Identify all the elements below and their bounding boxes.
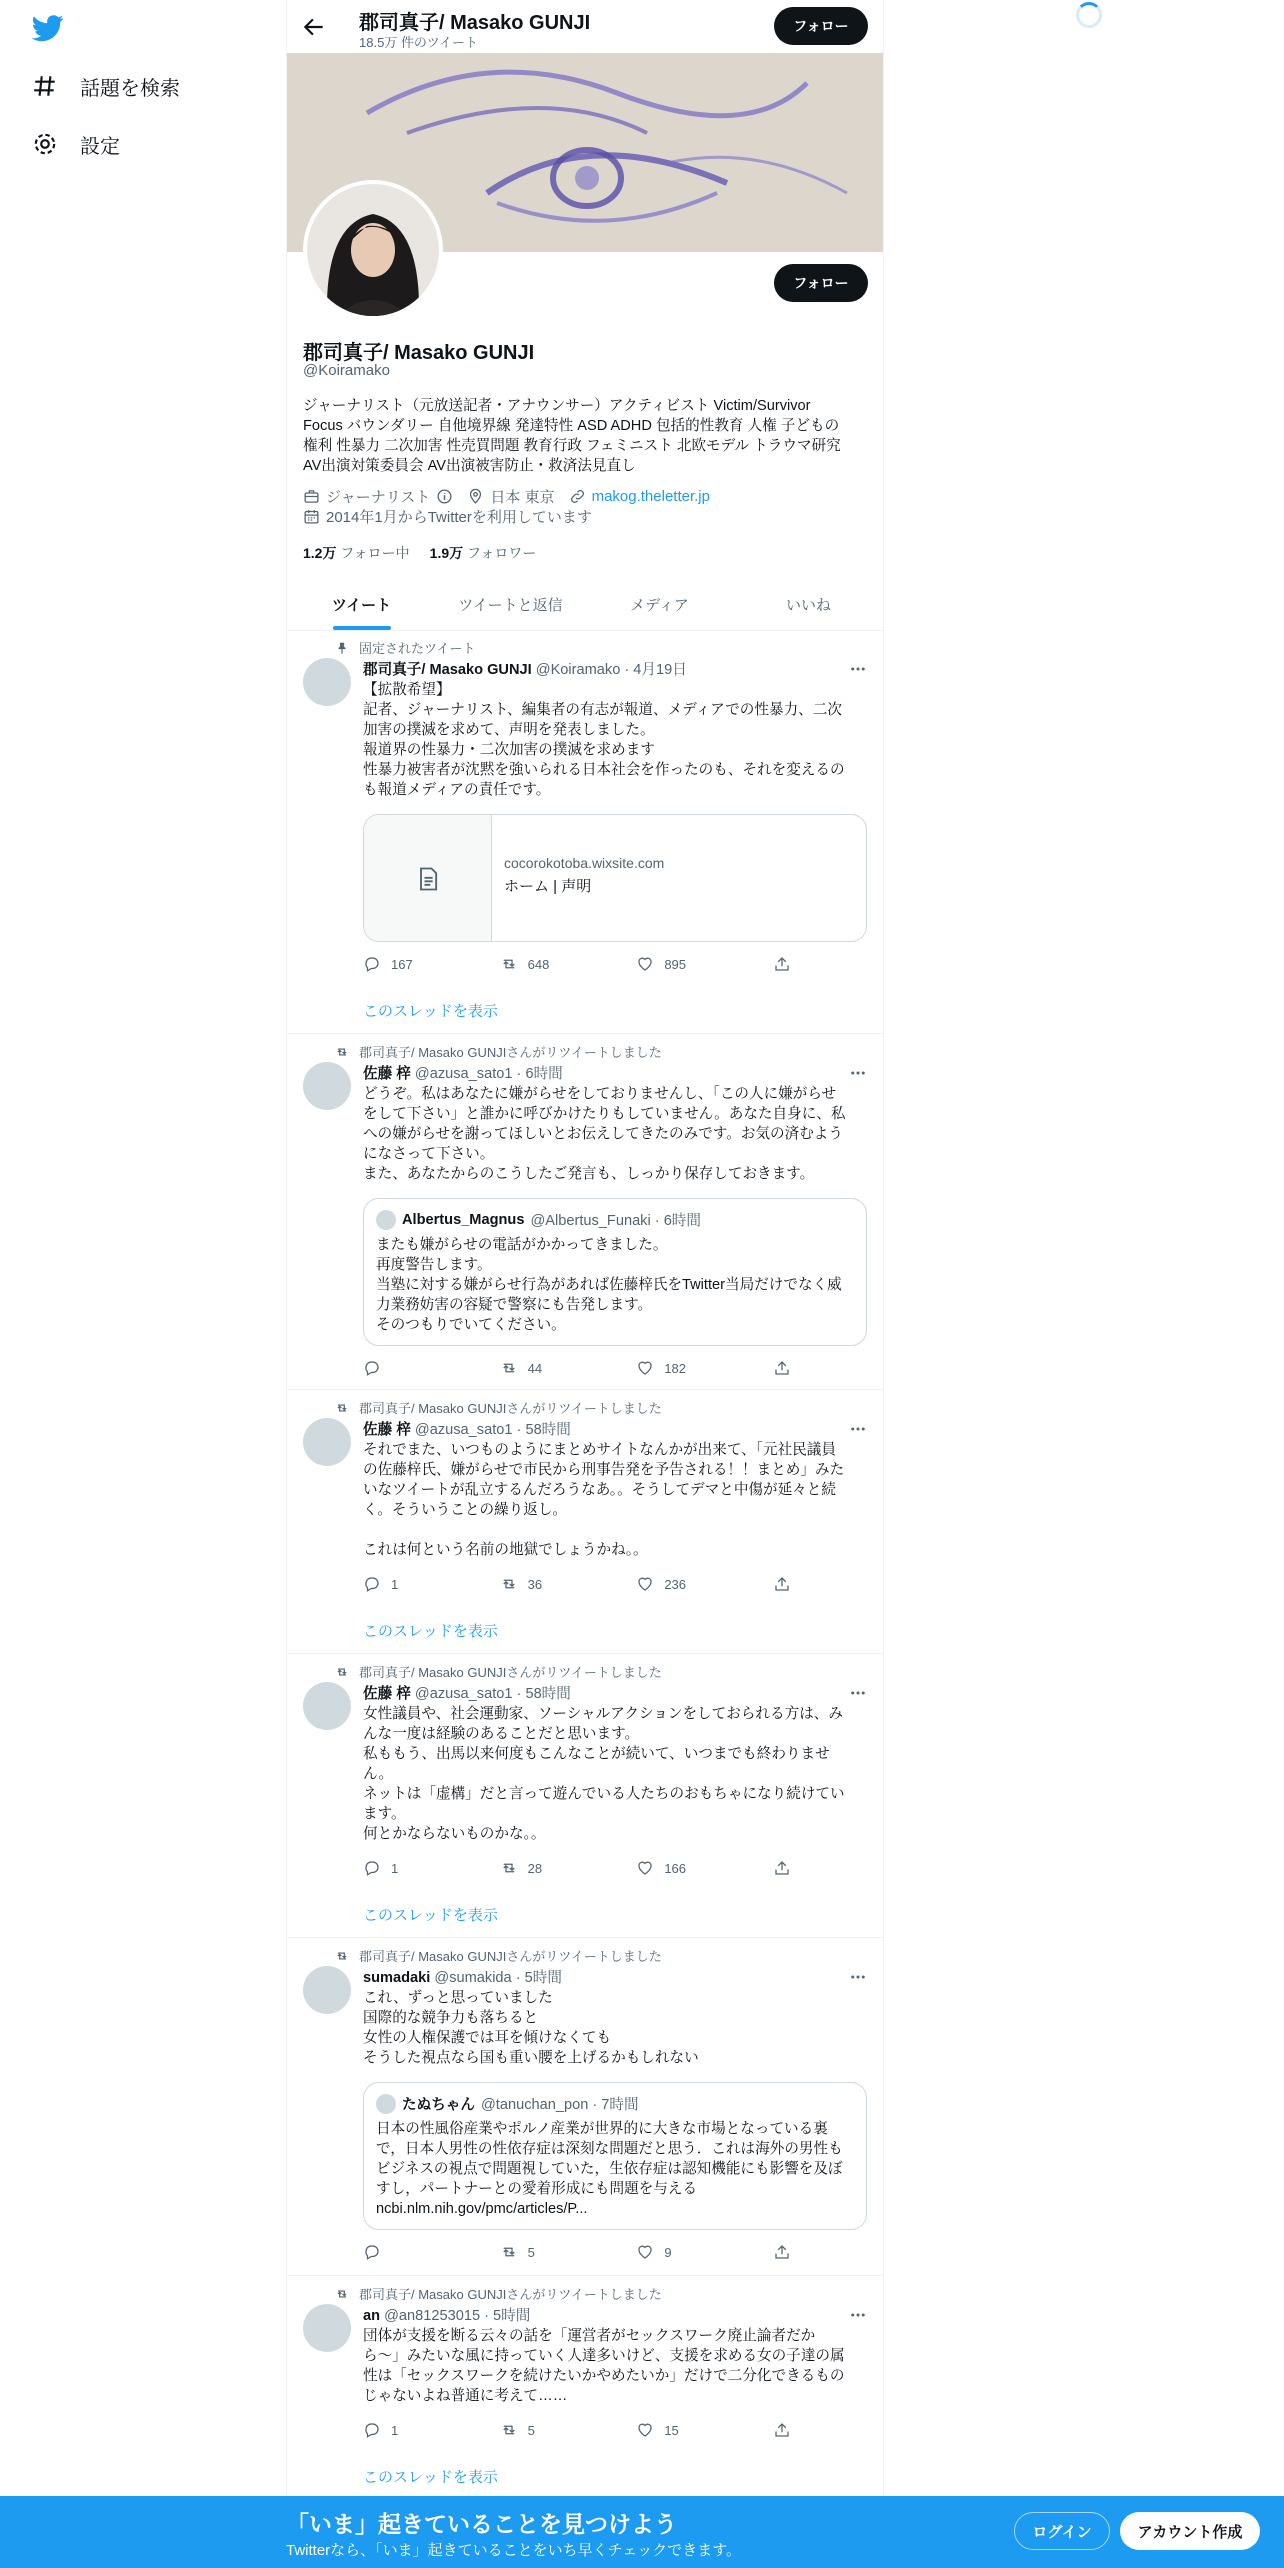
tab-media[interactable]: メディア [630, 596, 689, 614]
tweet-meta: @an81253015 · 5時間 [384, 2308, 531, 2324]
tweet-author-name[interactable]: 佐藤 梓 [363, 1422, 411, 1438]
profile-tabs [287, 578, 883, 631]
reply-button[interactable] [363, 1358, 463, 1378]
share-icon [773, 1859, 791, 1877]
tweet-retweeted[interactable] [287, 1938, 883, 2276]
profile-category: ジャーナリスト [326, 489, 431, 506]
tweet-author-name[interactable]: an [363, 2308, 381, 2324]
followers-count: 1.9万 [429, 545, 464, 561]
retweet-button[interactable] [500, 2420, 600, 2440]
tweet-social-text: 固定されたツイート [359, 641, 476, 656]
retweet-count: 5 [527, 2422, 535, 2438]
more-icon[interactable] [849, 660, 867, 678]
followers-stat[interactable] [430, 543, 537, 563]
retweet-small-icon [335, 1045, 349, 1059]
reply-icon [363, 1575, 381, 1593]
tweet-header [363, 1682, 571, 1703]
tweet-text: それでまた、いつものようにまとめサイトなんかが出来て、「元社民議員 の佐藤梓氏、嫌がらせで市民から刑事告発を予告される！！まとめ」みた いなツイートが乱立するんだろうなあ。。そうしてデマと中傷が延々と続 く。そういうことの繰り返し。 これは何という名前の地獄でしょうかね。。 [363, 1442, 845, 1558]
link-icon [569, 488, 586, 505]
retweet-small-icon [335, 1665, 349, 1679]
retweet-count: 648 [527, 956, 550, 972]
heart-icon [636, 1359, 654, 1377]
more-icon[interactable] [849, 1420, 867, 1438]
quote-meta: @tanuchan_pon · 7時間 [480, 2097, 639, 2113]
retweet-count: 5 [527, 2244, 535, 2260]
tweet-avatar[interactable] [303, 658, 351, 706]
avatar-image [307, 184, 439, 316]
profile-stats [303, 543, 536, 563]
pin-icon [335, 641, 349, 655]
profile-joined-row [303, 506, 592, 527]
twitter-logo-icon[interactable] [32, 12, 64, 44]
quote-header [376, 1209, 701, 1230]
tweet-actions [363, 2242, 793, 2262]
signup-prompt-subtitle: Twitterなら、「いま」起きていることをいち早くチェックできます。 [286, 2542, 742, 2559]
tweet-header [363, 1062, 563, 1083]
heart-icon [636, 955, 654, 973]
like-button[interactable] [636, 954, 736, 974]
reply-count: 1 [391, 2422, 399, 2438]
retweet-small-icon [335, 1401, 349, 1415]
reply-icon [363, 955, 381, 973]
tweet-meta: @azusa_sato1 · 58時間 [414, 1686, 571, 1702]
share-button[interactable] [773, 2420, 793, 2440]
retweet-count: 36 [527, 1576, 543, 1592]
tweet-meta: @Koiramako · 4月19日 [535, 662, 687, 678]
like-count: 166 [664, 1860, 687, 1876]
tweet-meta: @azusa_sato1 · 6時間 [414, 1066, 563, 1082]
tweet-text: 女性議員や、社会運動家、ソーシャルアクションをしておられる方は、み んな一度は経験のあることだと思います。 私ももう、出馬以来何度もこんなことが続いて、いつまでも終わりませ ん。 ネットは「虚構」だと言って遊んでいる人たちのおもちゃになり続けてい ます。 何とかならないものかな。。 [363, 1706, 845, 1842]
profile-bio: ジャーナリスト（元放送記者・アナウンサー）アクティビスト Victim/Survivor Focus バウンダリー 自他境界線 発達特性 ASD ADHD 包括的性教育 人権 子どもの 権利 性暴力 二次加害 性売買問題 教育行政 フェミニスト 北欧モデル トラウマ研究 AV出演対策委員会 AV出演被害防止・救済法見直し [303, 398, 841, 474]
tweet-text: 【拡散希望】 記者、ジャーナリスト、編集者の有志が報道、メディアでの性暴力、二次 加害の撲滅を求めて、声明を発表しました。 報道界の性暴力・二次加害の撲滅を求めます 性暴力被害者が沈黙を強いられる日本社会を作ったのも、それを変えるの も報道メディアの責任です。 [363, 682, 845, 798]
header-follow-button[interactable]: フォロー [774, 7, 868, 45]
quote-header [376, 2093, 639, 2114]
share-button[interactable] [773, 1858, 793, 1878]
quote-avatar [376, 2094, 396, 2114]
profile-follow-button[interactable]: フォロー [774, 264, 868, 302]
tweet-header [363, 2304, 530, 2325]
reply-count: 167 [391, 956, 413, 972]
heart-icon [636, 2243, 654, 2261]
left-navigation [0, 0, 286, 2568]
more-icon[interactable] [849, 2306, 867, 2324]
reply-icon [363, 2421, 381, 2439]
show-thread-link[interactable]: このスレッドを表示 [363, 1623, 498, 1640]
tweet-retweeted[interactable] [287, 2276, 883, 2496]
tweet-author-name[interactable]: 佐藤 梓 [363, 1686, 411, 1702]
tweet-avatar[interactable] [303, 1062, 351, 1110]
quote-text: またも嫌がらせの電話がかかってきました。 再度警告します。 当塾に対する嫌がらせ行為があれば佐藤梓氏をTwitter当局だけでなく威 力業務妨害の容疑で警察にも告発します。 そのつもりでいてください。 [376, 1237, 842, 1333]
quoted-tweet[interactable] [363, 1198, 867, 1346]
reply-icon [363, 2243, 381, 2261]
tweet-header [363, 658, 687, 679]
tweet-header [363, 1418, 571, 1439]
tab-tweets-and-replies[interactable]: ツイートと返信 [458, 596, 563, 614]
header-name: 郡司真子/ Masako GUNJI [359, 12, 591, 34]
profile-avatar[interactable] [303, 180, 443, 320]
profile-header-bar [287, 0, 883, 53]
heart-icon [636, 1859, 654, 1877]
nav-explore-label: 話題を検索 [80, 77, 180, 100]
tweet-pinned[interactable] [287, 632, 883, 1034]
retweet-icon [500, 2421, 518, 2439]
profile-location: 日本 東京 [490, 489, 555, 506]
retweet-icon [500, 1575, 518, 1593]
quoted-tweet[interactable] [363, 2082, 867, 2230]
tweet-social-context [335, 2284, 662, 2303]
tweet-social-text: 郡司真子/ Masako GUNJIさんがリツイートしました [359, 1045, 662, 1060]
tweet-avatar[interactable] [303, 2304, 351, 2352]
tweet-avatar[interactable] [303, 1682, 351, 1730]
reply-icon [363, 1359, 381, 1377]
like-button[interactable] [636, 1574, 736, 1594]
following-label: フォロー中 [340, 545, 410, 561]
tweet-retweeted[interactable] [287, 1654, 883, 1938]
tweet-actions [363, 2420, 793, 2440]
retweet-button[interactable] [500, 1358, 600, 1378]
tweet-author-name[interactable]: sumadaki [363, 1970, 431, 1986]
profile-name: 郡司真子/ Masako GUNJI [303, 342, 535, 364]
tweet-social-context [335, 1398, 662, 1417]
reply-count: 1 [391, 1860, 399, 1876]
location-pin-icon [467, 488, 484, 505]
show-thread-link[interactable]: このスレッドを表示 [363, 1907, 498, 1924]
followers-label: フォロワー [467, 545, 537, 561]
share-button[interactable] [773, 954, 793, 974]
tweet-social-text: 郡司真子/ Masako GUNJIさんがリツイートしました [359, 2287, 662, 2302]
share-button[interactable] [773, 1574, 793, 1594]
main-column [286, 0, 884, 2568]
quote-avatar [376, 1210, 396, 1230]
link-card[interactable] [363, 814, 867, 942]
quote-text: 日本の性風俗産業やポルノ産業が世界的に大きな市場となっている裏 で，日本人男性の性依存症は深刻な問題だと思う．これは海外の男性も ビジネスの視点で問題視していた，生依存症は認知機能にも影響を及ぼ すし，パートナーとの愛着形成にも問題を与える ncbi.nlm.nih.gov/pmc/articles/P... [376, 2121, 843, 2217]
share-icon [773, 955, 791, 973]
signup-button[interactable]: アカウント作成 [1120, 2512, 1260, 2550]
loading-spinner-icon [1076, 2, 1102, 28]
show-thread-link[interactable]: このスレッドを表示 [363, 2469, 498, 2486]
following-stat[interactable] [303, 543, 410, 563]
following-count: 1.2万 [303, 545, 337, 561]
tweet-actions [363, 1358, 793, 1378]
tab-likes[interactable]: いいね [785, 596, 831, 614]
profile-website-link[interactable]: makog.theletter.jp [591, 488, 710, 505]
nav-explore[interactable] [32, 66, 180, 106]
quote-meta: @Albertus_Funaki · 6時間 [530, 1213, 701, 1229]
retweet-icon [500, 955, 518, 973]
header-tweet-count: 18.5万 件のツイート [359, 35, 479, 50]
like-count: 236 [664, 1576, 687, 1592]
like-count: 182 [664, 1360, 687, 1376]
tweet-author-name[interactable]: 佐藤 梓 [363, 1066, 411, 1082]
retweet-button[interactable] [500, 954, 600, 974]
document-icon [414, 865, 442, 893]
tweet-retweeted[interactable] [287, 1390, 883, 1654]
tweet-social-context [335, 1946, 662, 1965]
tweet-actions [363, 954, 793, 974]
more-icon[interactable] [849, 1064, 867, 1082]
signup-prompt-bar [0, 2496, 1284, 2568]
show-thread-link[interactable]: このスレッドを表示 [363, 1003, 498, 1020]
reply-button[interactable] [363, 1574, 463, 1594]
more-icon[interactable] [849, 1968, 867, 1986]
signup-prompt-title: 「いま」起きていることを見つけよう [286, 2511, 677, 2537]
tweet-text: これ、ずっと思っていました 国際的な競争力も落ちると 女性の人権保護では耳を傾けなくても そうした視点なら国も重い腰を上げるかもしれない [363, 1990, 699, 2066]
profile-joined: 2014年1月からTwitterを利用しています [326, 509, 592, 526]
like-count: 9 [664, 2244, 672, 2260]
quote-author-name: たぬちゃん [402, 2097, 475, 2113]
reply-button[interactable] [363, 954, 463, 974]
like-button[interactable] [636, 2242, 736, 2262]
retweet-small-icon [335, 2287, 349, 2301]
gear-icon [32, 131, 58, 157]
profile-handle: @Koiramako [303, 362, 390, 379]
retweet-icon [500, 1359, 518, 1377]
heart-icon [636, 1575, 654, 1593]
tweet-meta: @azusa_sato1 · 58時間 [414, 1422, 571, 1438]
tweet-retweeted[interactable] [287, 1034, 883, 1390]
tweet-avatar[interactable] [303, 1418, 351, 1466]
profile-meta-row [303, 486, 710, 507]
retweet-count: 28 [527, 1860, 543, 1876]
info-icon[interactable] [436, 488, 453, 505]
tweet-meta: @sumakida · 5時間 [434, 1970, 562, 1986]
tweet-header [363, 1966, 562, 1987]
like-button[interactable] [636, 2420, 736, 2440]
card-title: ホーム | 声明 [504, 878, 592, 895]
share-icon [773, 1575, 791, 1593]
share-icon [773, 1359, 791, 1377]
tweet-author-name[interactable]: 郡司真子/ Masako GUNJI [363, 662, 532, 678]
tweet-text: 団体が支援を断る云々の話を「運営者がセックスワーク廃止論者だか ら〜」みたいな風に持っていく人達多いけど、支援を求める女の子達の属 性は「セックスワークを続けたいかやめたいか」だけで二分化できるもの じゃないよね普通に考えて…… [363, 2328, 845, 2404]
like-count: 15 [664, 2422, 679, 2438]
reply-button[interactable] [363, 2242, 463, 2262]
reply-button[interactable] [363, 2420, 463, 2440]
share-button[interactable] [773, 1358, 793, 1378]
tweet-actions [363, 1574, 793, 1594]
tab-tweets[interactable]: ツイート [287, 578, 436, 630]
heart-icon [636, 2421, 654, 2439]
tweet-social-context [335, 1662, 662, 1681]
back-arrow-icon[interactable] [301, 14, 327, 40]
share-icon [773, 2421, 791, 2439]
more-icon[interactable] [849, 1684, 867, 1702]
retweet-icon [500, 2243, 518, 2261]
retweet-button[interactable] [500, 1858, 600, 1878]
like-button[interactable] [636, 1358, 736, 1378]
share-icon [773, 2243, 791, 2261]
reply-count: 1 [391, 1576, 399, 1592]
login-button[interactable]: ログイン [1014, 2512, 1110, 2550]
retweet-button[interactable] [500, 1574, 600, 1594]
retweet-small-icon [335, 1949, 349, 1963]
share-button[interactable] [773, 2242, 793, 2262]
calendar-icon [303, 508, 320, 525]
tweet-social-text: 郡司真子/ Masako GUNJIさんがリツイートしました [359, 1665, 662, 1680]
like-count: 895 [664, 956, 687, 972]
briefcase-icon [303, 488, 320, 505]
card-thumbnail [364, 815, 492, 942]
quote-author-name: Albertus_Magnus [402, 1211, 525, 1228]
tweet-actions [363, 1858, 793, 1878]
tweet-avatar[interactable] [303, 1966, 351, 2014]
reply-icon [363, 1859, 381, 1877]
like-button[interactable] [636, 1858, 736, 1878]
tweet-social-context [335, 1042, 662, 1061]
tweet-social-context [335, 638, 475, 657]
retweet-count: 44 [527, 1360, 543, 1376]
retweet-button[interactable] [500, 2242, 600, 2262]
hashtag-icon [32, 73, 58, 99]
reply-button[interactable] [363, 1858, 463, 1878]
tweet-text: どうぞ。私はあなたに嫌がらせをしておりませんし、「この人に嫌がらせ をして下さい」と誰かに呼びかけたりもしていません。あなた自身に、私 への嫌がらせを謝ってほしいとお伝えしてきたのみです。お気の済むよう になさって下さい。 また、あなたからのこうしたご発言も、しっかり保存しておきます。 [363, 1086, 846, 1182]
retweet-icon [500, 1859, 518, 1877]
nav-settings[interactable] [32, 124, 120, 164]
card-domain: cocorokoto​ba.wixsite.com [504, 855, 665, 871]
tweet-social-text: 郡司真子/ Masako GUNJIさんがリツイートしました [359, 1401, 662, 1416]
nav-settings-label: 設定 [80, 135, 120, 158]
tweet-social-text: 郡司真子/ Masako GUNJIさんがリツイートしました [359, 1949, 662, 1964]
